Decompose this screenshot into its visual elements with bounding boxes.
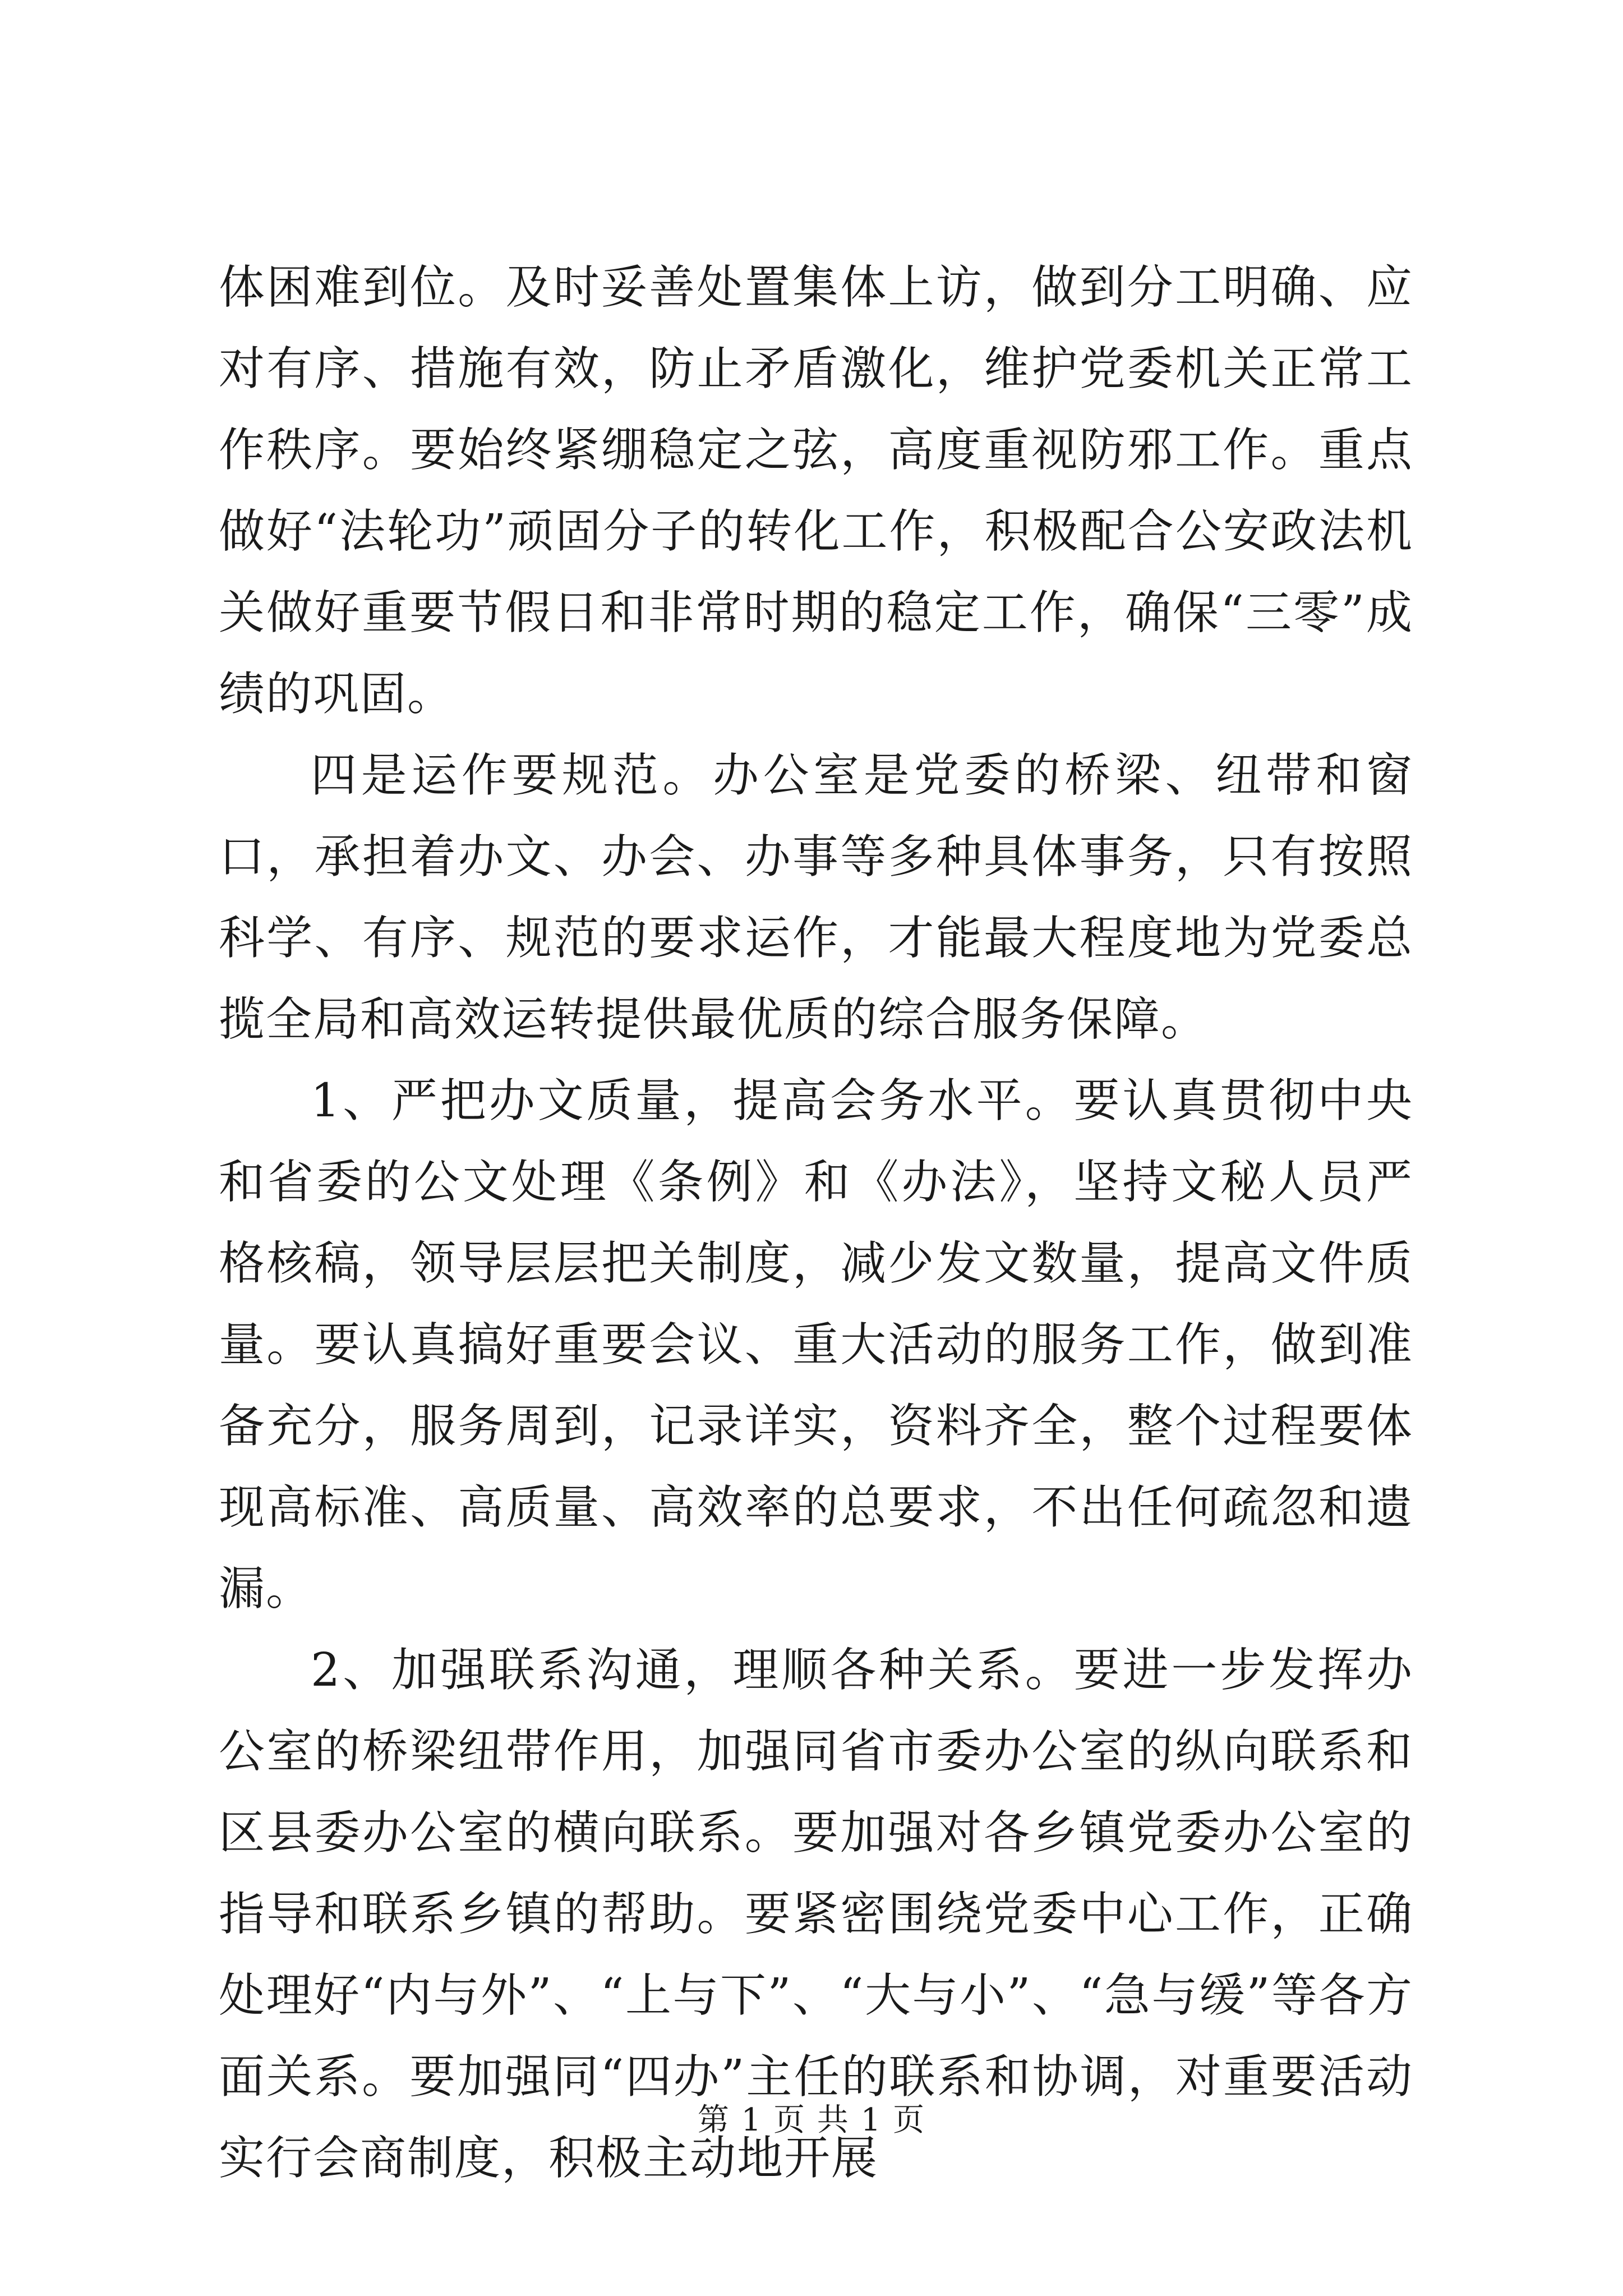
paragraph-3: 1、严把办文质量，提高会务水平。要认真贯彻中央和省委的公文处理《条例》和《办法》，坚持文秘人员严格核稿，领导层层把关制度，减少发文数量，提高文件质量。要认真搞好重要会议、重大活动的服务工作，做到准备充分，服务周到，记录详实，资料齐全，整个过程要体现高标准、高质量、高效率的总要求，不出任何疏忽和遗漏。 (219, 1074, 1413, 1616)
page-number-label: 第 1 页 共 1 页 (697, 2102, 926, 2138)
page-footer (0, 2101, 1623, 2140)
paragraph-2: 四是运作要规范。办公室是党委的桥梁、纽带和窗口，承担着办文、办会、办事等多种具体事务，只有按照科学、有序、规范的要求运作，才能最大程度地为党委总揽全局和高效运转提供最优质的综合服务保障。 (219, 749, 1413, 1046)
paragraph-4: 2、加强联系沟通，理顺各种关系。要进一步发挥办公室的桥梁纽带作用，加强同省市委办公室的纵向联系和区县委办公室的横向联系。要加强对各乡镇党委办公室的指导和联系乡镇的帮助。要紧密围绕党委中心工作，正确处理好“内与外”、“上与下”、“大与小”、“急与缓”等各方面关系。要加强同“四办”主任的联系和协调，对重要活动实行会商制度，积极主动地开展 (219, 1644, 1413, 2185)
document-body (219, 247, 1413, 2199)
paragraph-1: 体困难到位。及时妥善处置集体上访，做到分工明确、应对有序、措施有效，防止矛盾激化，维护党委机关正常工作秩序。要始终紧绷稳定之弦，高度重视防邪工作。重点做好“法轮功”顽固分子的转化工作，积极配合公安政法机关做好重要节假日和非常时期的稳定工作，确保“三零”成绩的巩固。 (219, 261, 1413, 721)
